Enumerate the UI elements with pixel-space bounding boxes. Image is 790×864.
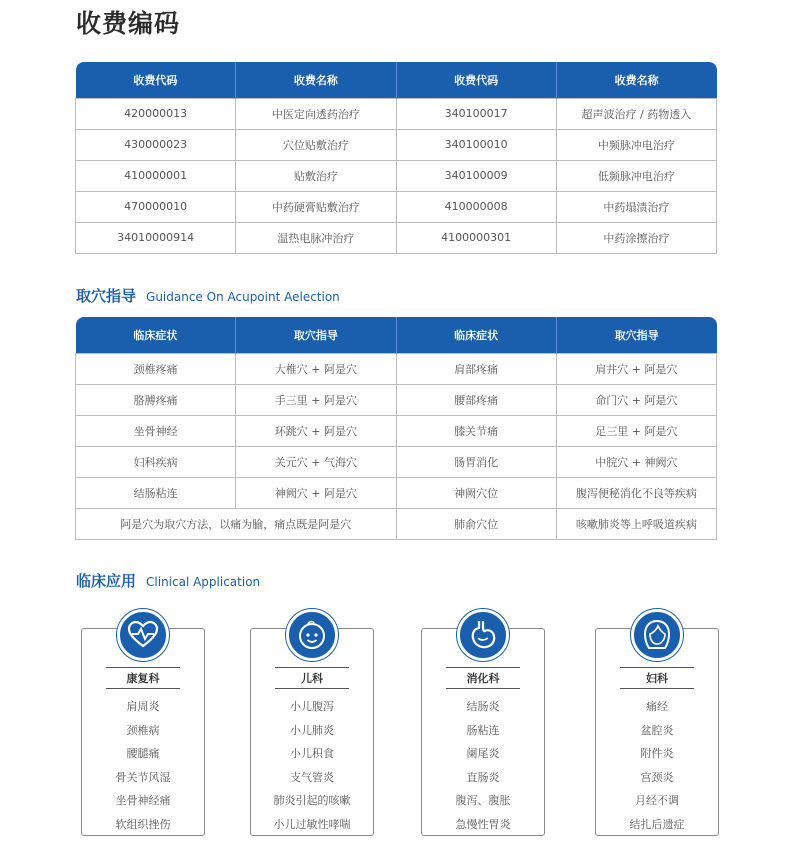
table-cell: 腹泻便秘消化不良等疾病 [556, 477, 716, 508]
table-cell: 腰部疼痛 [396, 384, 556, 415]
table-cell: 环跳穴 + 阿是穴 [236, 415, 396, 446]
table-cell: 低频脉冲电治疗 [556, 160, 716, 191]
list-item: 结扎后遗症 [629, 817, 685, 831]
department-name: 康复科 [106, 667, 180, 689]
condition-list [82, 695, 204, 836]
table-cell: 340100009 [396, 160, 556, 191]
table-cell: 神阙穴位 [396, 477, 556, 508]
list-item: 痛经 [646, 700, 668, 713]
table-cell: 中药塌渍治疗 [556, 191, 716, 222]
table-cell: 手三里 + 阿是穴 [236, 384, 396, 415]
child-face-icon [286, 609, 338, 661]
clinical-section-heading [76, 570, 260, 591]
table-row [76, 508, 717, 539]
table-row [76, 129, 717, 160]
table-row [76, 353, 717, 384]
list-item: 软组织挫伤 [115, 817, 171, 831]
list-item: 急慢性胃炎 [455, 817, 511, 831]
list-item: 肠粘连 [466, 723, 500, 737]
table-cell: 妇科疾病 [76, 446, 236, 477]
table-cell: 膝关节痛 [396, 415, 556, 446]
table-cell: 中药涂擦治疗 [556, 222, 716, 253]
fee-code-table [75, 62, 717, 254]
table-cell: 命门穴 + 阿是穴 [556, 384, 716, 415]
list-item: 阑尾炎 [466, 747, 500, 760]
table-cell: 410000001 [76, 160, 236, 191]
table-row [76, 477, 717, 508]
list-item: 骨关节风湿 [115, 770, 171, 784]
table-header-row [76, 317, 717, 353]
list-item: 附件炎 [640, 747, 674, 760]
acupoint-heading-zh: 取穴指导 [76, 287, 137, 305]
list-item: 颈椎病 [126, 723, 160, 737]
department-name: 妇科 [620, 667, 694, 689]
condition-list [422, 695, 544, 836]
table-cell: 颈椎疼痛 [76, 353, 236, 384]
table-cell: 关元穴 + 气海穴 [236, 446, 396, 477]
table-cell: 大椎穴 + 阿是穴 [236, 353, 396, 384]
table-row [76, 160, 717, 191]
list-item: 直肠炎 [466, 770, 500, 784]
column-header: 收费代码 [396, 62, 556, 98]
table-header-row [76, 62, 717, 98]
list-item: 小儿肺炎 [290, 723, 334, 737]
column-header: 收费代码 [76, 62, 236, 98]
list-item: 坐骨神经痛 [115, 794, 171, 807]
table-cell: 中频脉冲电治疗 [556, 129, 716, 160]
table-cell: 咳嗽肺炎等上呼吸道疾病 [556, 508, 716, 539]
page-title: 收费编码 [76, 9, 181, 38]
table-cell: 中医定向透药治疗 [236, 98, 396, 129]
column-header: 收费名称 [236, 62, 396, 98]
table-row [76, 415, 717, 446]
table-cell-merged: 阿是穴为取穴方法，以痛为腧，痛点既是阿是穴 [76, 508, 397, 539]
table-cell: 420000013 [76, 98, 236, 129]
table-row [76, 222, 717, 253]
table-cell: 470000010 [76, 191, 236, 222]
acupoint-heading-en: Guidance On Acupoint Aelection [146, 290, 340, 304]
clinical-heading-en: Clinical Application [146, 575, 261, 589]
table-row [76, 191, 717, 222]
table-cell: 肺俞穴位 [396, 508, 556, 539]
department-name: 儿科 [275, 667, 349, 689]
stomach-icon [457, 609, 509, 661]
acupoint-guidance-table [75, 317, 717, 540]
list-item: 肺炎引起的咳嗽 [273, 794, 351, 807]
table-cell: 34010000914 [76, 222, 236, 253]
table-cell: 肩部疼痛 [396, 353, 556, 384]
column-header: 临床症状 [396, 317, 556, 353]
condition-list [596, 695, 718, 836]
table-cell: 足三里 + 阿是穴 [556, 415, 716, 446]
table-cell: 430000023 [76, 129, 236, 160]
table-cell: 穴位贴敷治疗 [236, 129, 396, 160]
table-cell: 肩井穴 + 阿是穴 [556, 353, 716, 384]
heart-pulse-icon [117, 609, 169, 661]
table-cell: 结肠粘连 [76, 477, 236, 508]
table-cell: 温热电脉冲治疗 [236, 222, 396, 253]
woman-face-icon [631, 609, 683, 661]
table-cell: 肠胃消化 [396, 446, 556, 477]
clinical-heading-zh: 临床应用 [76, 572, 137, 590]
table-cell: 4100000301 [396, 222, 556, 253]
department-name: 消化科 [446, 667, 520, 689]
table-cell: 410000008 [396, 191, 556, 222]
condition-list [251, 695, 373, 836]
column-header: 临床症状 [76, 317, 236, 353]
column-header: 取穴指导 [236, 317, 396, 353]
list-item: 腰腿痛 [126, 747, 160, 760]
department-card-digestive [421, 628, 545, 836]
list-item: 腹泻、腹胀 [455, 794, 511, 807]
list-item: 支气管炎 [290, 770, 334, 784]
list-item: 宫颈炎 [640, 770, 674, 784]
table-cell: 神阙穴 + 阿是穴 [236, 477, 396, 508]
table-row [76, 384, 717, 415]
table-cell: 340100010 [396, 129, 556, 160]
list-item: 结肠炎 [466, 700, 500, 713]
table-cell: 中药硬膏贴敷治疗 [236, 191, 396, 222]
table-row [76, 98, 717, 129]
list-item: 盆腔炎 [640, 723, 674, 737]
table-row [76, 446, 717, 477]
table-cell: 胳膊疼痛 [76, 384, 236, 415]
table-cell: 中脘穴 + 神阙穴 [556, 446, 716, 477]
list-item: 小儿过敏性哮喘 [273, 817, 351, 831]
department-card-rehab [81, 628, 205, 836]
list-item: 小儿腹泻 [290, 700, 334, 713]
column-header: 取穴指导 [556, 317, 716, 353]
department-card-gynecology [595, 628, 719, 836]
table-cell: 超声波治疗 / 药物透入 [556, 98, 716, 129]
list-item: 月经不调 [635, 794, 679, 807]
table-cell: 坐骨神经 [76, 415, 236, 446]
acupoint-section-heading [76, 285, 340, 306]
list-item: 肩周炎 [126, 700, 160, 713]
column-header: 收费名称 [556, 62, 716, 98]
list-item: 小儿积食 [290, 747, 334, 760]
table-cell: 340100017 [396, 98, 556, 129]
table-cell: 贴敷治疗 [236, 160, 396, 191]
department-card-pediatrics [250, 628, 374, 836]
